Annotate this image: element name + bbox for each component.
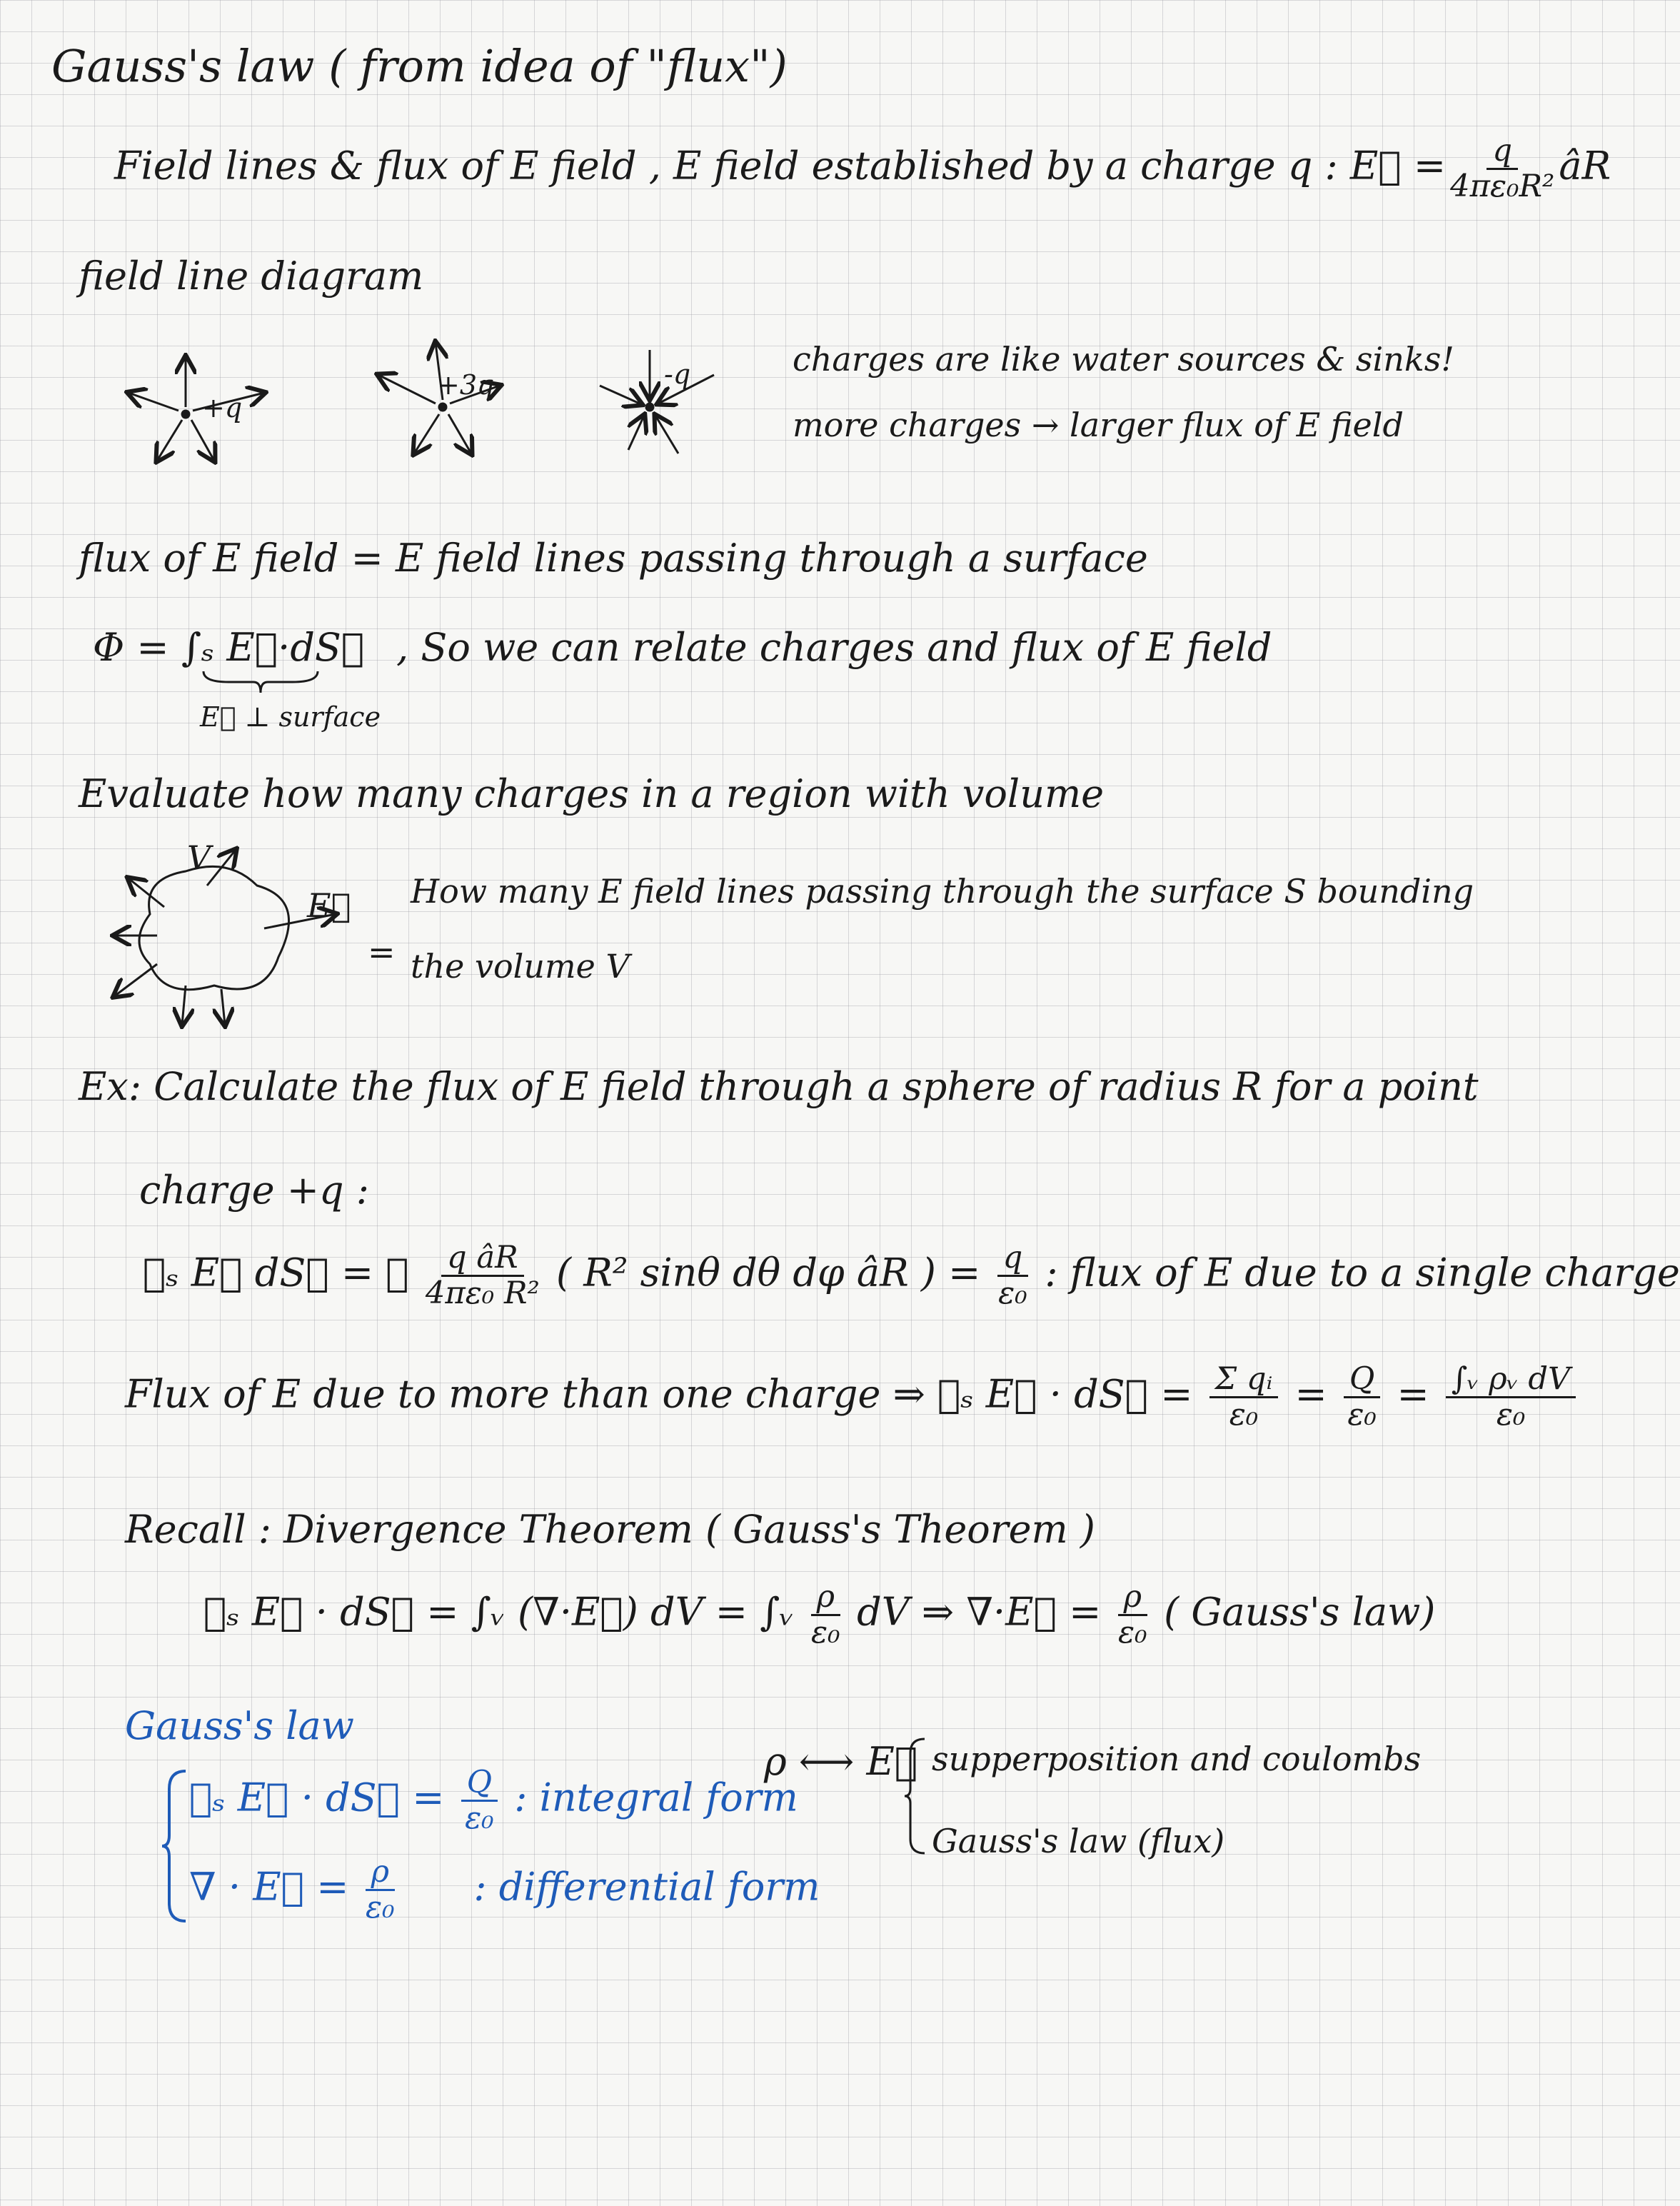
integral-frac-den: ε₀	[465, 1800, 494, 1837]
integral-form-label: : integral form	[514, 1775, 798, 1820]
div-frac-2	[1118, 1579, 1147, 1651]
volume-equals: =	[368, 933, 396, 971]
div-eq-tail: dV ⇒ ∇·E⃗ =	[857, 1589, 1102, 1635]
flux-formula: Φ = ∫ₛ E⃗·dS⃗	[93, 625, 365, 670]
multi-frac-2	[1344, 1361, 1380, 1433]
differential-form-eq	[189, 1854, 820, 1926]
integral-frac	[461, 1765, 498, 1837]
multi-frac-3-num: ∫ᵥ ρᵥ dV	[1446, 1364, 1576, 1398]
eq-mid: ( R² sinθ dθ dφ âR ) =	[555, 1250, 981, 1295]
field-lines-intro	[114, 133, 1611, 205]
field-lines-surface-text: How many E field lines passing through the surface S bounding	[411, 872, 1474, 911]
div-frac-2-num: ρ	[1118, 1582, 1147, 1616]
multi-charge-flux-eq	[125, 1361, 1580, 1433]
multi-frac-1-num: Σ qᵢ	[1209, 1364, 1279, 1398]
charge-label-plus-q: +q	[202, 392, 243, 423]
div-frac-2-den: ε₀	[1118, 1615, 1147, 1651]
single-charge-note: : flux of E due to a single charge	[1045, 1250, 1680, 1295]
div-eq-main: ∮ₛ E⃗ · dS⃗ = ∫ᵥ (∇·E⃗) dV = ∫ᵥ	[203, 1589, 795, 1635]
div-frac-1	[811, 1579, 840, 1651]
eq-frac-2	[997, 1240, 1029, 1312]
multi-frac-3	[1446, 1361, 1576, 1433]
single-charge-flux-eq	[143, 1240, 1680, 1312]
multi-text: Flux of E due to more than one charge ⇒ ∮ₛ E⃗ · dS⃗ =	[125, 1371, 1193, 1417]
relation-item-superposition: supperposition and coulombs	[932, 1740, 1422, 1778]
charge-label-plus-3q: +3q	[437, 369, 495, 401]
charge-label-minus-q: -q	[664, 359, 691, 390]
relate-charges-flux: , So we can relate charges and flux of E field	[396, 625, 1272, 670]
differential-frac-num: ρ	[366, 1857, 395, 1891]
differential-frac	[366, 1854, 395, 1926]
eq-frac-1	[425, 1240, 540, 1312]
multi-frac-2-num: Q	[1344, 1364, 1380, 1398]
coulomb-numerator: q	[1487, 136, 1518, 170]
div-eq-end: ( Gauss's law)	[1164, 1589, 1436, 1635]
multi-frac-1	[1209, 1361, 1279, 1433]
differential-form-label: : differential form	[473, 1864, 820, 1910]
evaluate-charges-heading: Evaluate how many charges in a region with volume	[79, 771, 1105, 816]
multi-frac-1-den: ε₀	[1229, 1397, 1259, 1433]
multi-frac-2-den: ε₀	[1347, 1397, 1377, 1433]
multi-eq-sign-1: =	[1294, 1371, 1327, 1417]
example-line-2: charge +q :	[139, 1168, 369, 1213]
more-charges-note: more charges → larger flux of E field	[793, 406, 1404, 444]
flux-definition: flux of E field = E field lines passing through a surface	[79, 536, 1148, 581]
e-perpendicular-surface: E⃗ ⊥ surface	[200, 701, 381, 733]
gauss-law-heading: Gauss's law	[125, 1703, 354, 1748]
volume-blob-diagram	[100, 838, 357, 1028]
example-line-1: Ex: Calculate the flux of E field through a sphere of radius R for a point	[79, 1064, 1479, 1109]
volume-label-v: V	[187, 838, 211, 877]
divergence-eq	[203, 1579, 1436, 1651]
field-lines-text: Field lines & flux of E field , E field established by a charge q :	[114, 143, 1350, 189]
multi-frac-3-den: ε₀	[1496, 1397, 1526, 1433]
eq-lhs: ∮ₛ E⃗ dS⃗ = ∮	[143, 1250, 409, 1295]
div-frac-1-den: ε₀	[811, 1615, 840, 1651]
e-field-lhs: E⃗ =	[1349, 143, 1447, 189]
eq-frac-1-den: 4πε₀ R²	[425, 1275, 540, 1312]
rho-e-relation: ρ ⟷ E⃗	[764, 1739, 918, 1784]
gauss-law-brace	[161, 1768, 189, 1925]
water-sources-note: charges are like water sources & sinks!	[793, 340, 1454, 378]
integral-form-eq	[189, 1765, 798, 1837]
integral-lhs: ∮ₛ E⃗ · dS⃗ =	[189, 1775, 445, 1820]
div-frac-1-num: ρ	[811, 1582, 840, 1616]
eq-frac-2-num: q	[997, 1243, 1029, 1277]
differential-frac-den: ε₀	[366, 1890, 395, 1926]
differential-lhs: ∇ · E⃗ =	[189, 1864, 349, 1910]
underbrace	[200, 668, 321, 696]
integral-frac-num: Q	[461, 1768, 498, 1802]
relation-item-gauss: Gauss's law (flux)	[932, 1822, 1225, 1860]
field-line-diagram-heading: field line diagram	[79, 254, 424, 299]
eq-frac-2-den: ε₀	[998, 1275, 1027, 1312]
eq-frac-1-num: q âR	[441, 1243, 524, 1277]
multi-eq-sign-2: =	[1397, 1371, 1429, 1417]
page-title: Gauss's law ( from idea of "flux")	[51, 40, 788, 92]
recall-heading: Recall : Divergence Theorem ( Gauss's Theorem )	[125, 1507, 1095, 1552]
coulomb-denominator: 4πε₀R²	[1450, 169, 1555, 205]
unit-vector-ar: âR	[1559, 143, 1611, 189]
charge-plus-q-diagram	[129, 357, 264, 461]
relation-brace	[903, 1735, 929, 1857]
coulomb-fraction	[1450, 133, 1555, 205]
volume-label-e: E⃗	[307, 886, 351, 925]
the-volume-v-text: the volume V	[411, 947, 630, 986]
charge-minus-q-diagram	[600, 350, 714, 453]
